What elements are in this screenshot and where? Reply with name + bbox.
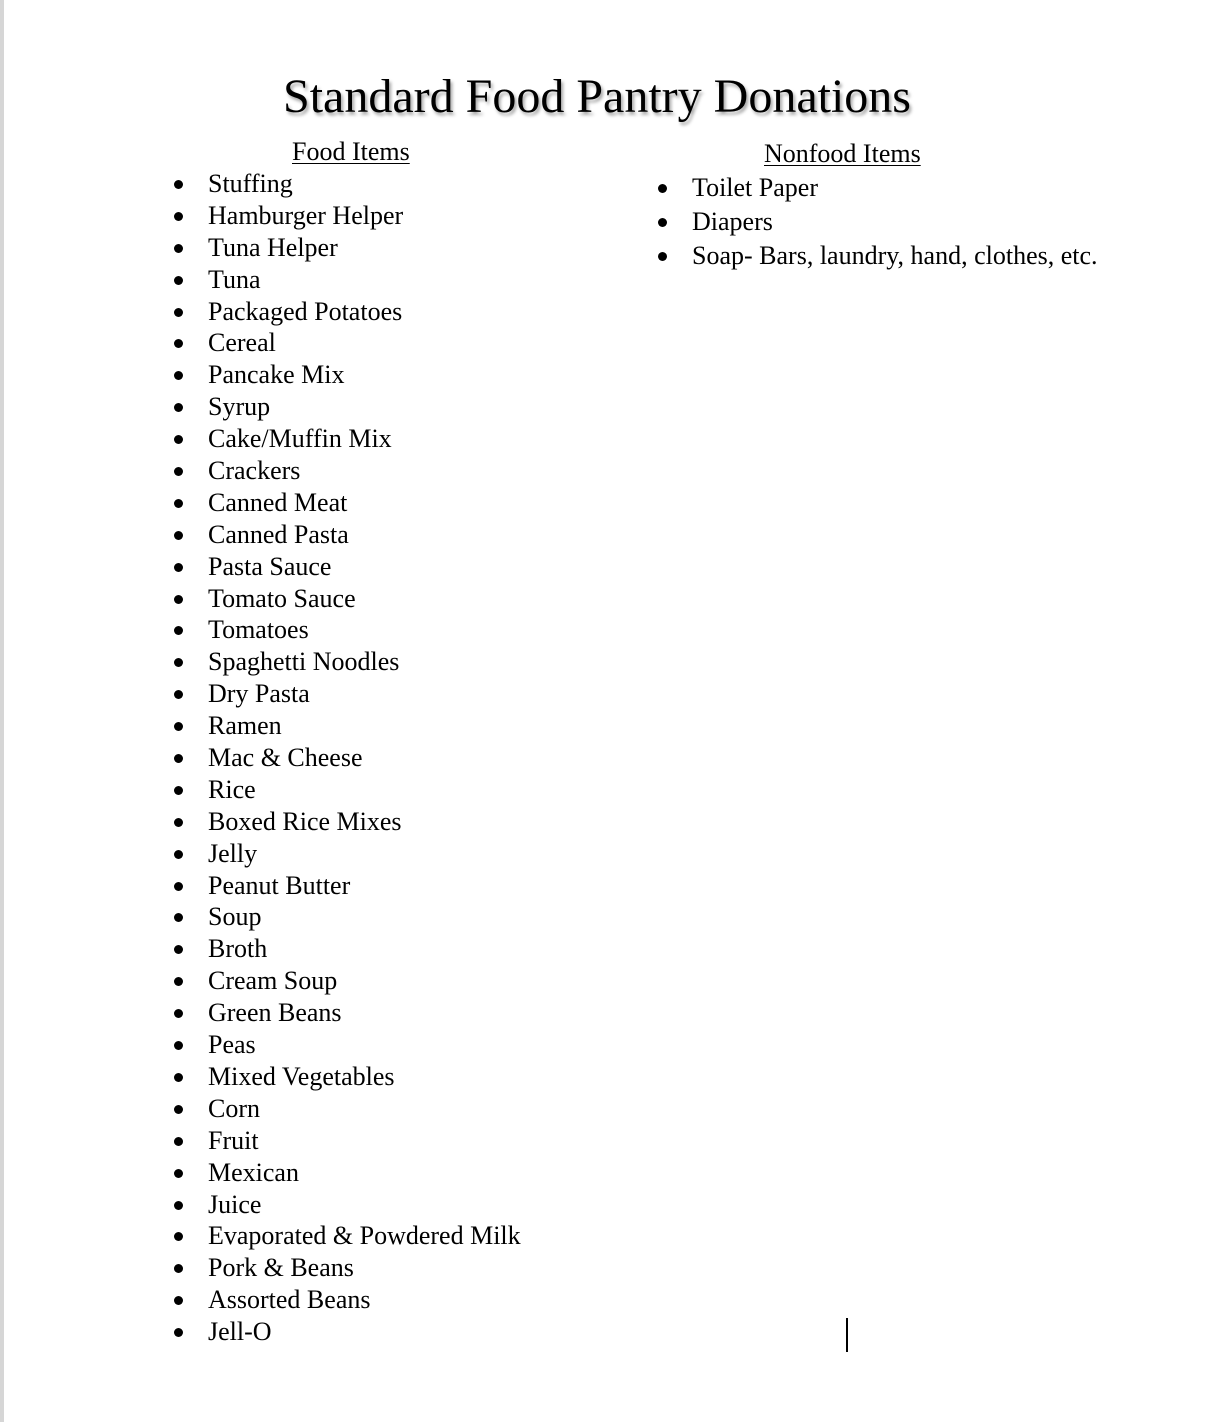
bullet-icon bbox=[174, 339, 183, 348]
bullet-icon bbox=[174, 1201, 183, 1210]
food-item bbox=[208, 933, 608, 965]
food-item-label: Dry Pasta bbox=[208, 679, 310, 709]
food-item-label: Tomato Sauce bbox=[208, 583, 356, 613]
bullet-icon bbox=[174, 786, 183, 795]
food-item-label: Corn bbox=[208, 1093, 260, 1123]
food-item-label: Pork & Beans bbox=[208, 1253, 354, 1283]
food-item bbox=[208, 551, 608, 583]
bullet-icon bbox=[174, 913, 183, 922]
document-title: Standard Food Pantry Donations bbox=[283, 70, 911, 123]
food-item-label: Tuna Helper bbox=[208, 232, 338, 262]
bullet-icon bbox=[174, 1073, 183, 1082]
food-item bbox=[208, 296, 608, 328]
bullet-icon bbox=[174, 1296, 183, 1305]
food-item bbox=[208, 1093, 608, 1125]
food-item-label: Soup bbox=[208, 902, 262, 932]
food-item-label: Canned Pasta bbox=[208, 519, 349, 549]
food-item bbox=[208, 391, 608, 423]
food-item-label: Tuna bbox=[208, 264, 261, 294]
food-item bbox=[208, 1029, 608, 1061]
bullet-icon bbox=[174, 467, 183, 476]
food-item-label: Canned Meat bbox=[208, 487, 348, 517]
food-item bbox=[208, 1125, 608, 1157]
nonfood-items-list bbox=[692, 172, 1098, 274]
food-item bbox=[208, 965, 608, 997]
food-item-label: Broth bbox=[208, 934, 268, 964]
bullet-icon bbox=[658, 252, 667, 261]
food-item bbox=[208, 870, 608, 902]
bullet-icon bbox=[174, 1264, 183, 1273]
food-item-label: Boxed Rice Mixes bbox=[208, 806, 402, 836]
food-item-label: Rice bbox=[208, 774, 256, 804]
food-item bbox=[208, 678, 608, 710]
food-item bbox=[208, 901, 608, 933]
food-item bbox=[208, 200, 608, 232]
food-item-label: Ramen bbox=[208, 711, 282, 741]
bullet-icon bbox=[174, 212, 183, 221]
nonfood-item bbox=[692, 206, 1012, 238]
bullet-icon bbox=[658, 218, 667, 227]
bullet-icon bbox=[174, 308, 183, 317]
food-item bbox=[208, 806, 608, 838]
food-item bbox=[208, 614, 608, 646]
food-item-label: Hamburger Helper bbox=[208, 200, 404, 230]
bullet-icon bbox=[174, 1041, 183, 1050]
food-item bbox=[208, 838, 608, 870]
food-item-label: Pancake Mix bbox=[208, 360, 345, 390]
food-item bbox=[208, 487, 608, 519]
food-item bbox=[208, 1316, 608, 1348]
food-item-label: Green Beans bbox=[208, 998, 342, 1028]
food-item bbox=[208, 774, 608, 806]
food-item bbox=[208, 264, 608, 296]
page-edge bbox=[0, 0, 4, 1422]
food-item-label: Fruit bbox=[208, 1125, 259, 1155]
bullet-icon bbox=[174, 371, 183, 380]
bullet-icon bbox=[174, 244, 183, 253]
food-item-label: Peas bbox=[208, 1030, 256, 1060]
bullet-icon bbox=[174, 563, 183, 572]
nonfood-item bbox=[692, 172, 1012, 204]
bullet-icon bbox=[174, 690, 183, 699]
bullet-icon bbox=[174, 1169, 183, 1178]
food-item bbox=[208, 327, 608, 359]
food-item-label: Cream Soup bbox=[208, 966, 338, 996]
food-items-list bbox=[208, 168, 608, 1348]
food-item bbox=[208, 168, 608, 200]
food-item-label: Packaged Potatoes bbox=[208, 296, 403, 326]
food-item bbox=[208, 232, 608, 264]
food-item-label: Syrup bbox=[208, 392, 271, 422]
bullet-icon bbox=[174, 658, 183, 667]
food-item-label: Stuffing bbox=[208, 169, 293, 198]
food-item-label: Cake/Muffin Mix bbox=[208, 424, 392, 454]
food-item-label: Mexican bbox=[208, 1157, 299, 1187]
food-item bbox=[208, 519, 608, 551]
bullet-icon bbox=[174, 276, 183, 285]
food-item-label: Juice bbox=[208, 1189, 262, 1219]
text-cursor bbox=[846, 1318, 848, 1352]
food-item bbox=[208, 1061, 608, 1093]
bullet-icon bbox=[174, 1137, 183, 1146]
food-item bbox=[208, 1189, 608, 1221]
food-item-label: Crackers bbox=[208, 456, 301, 486]
food-item-label: Assorted Beans bbox=[208, 1285, 371, 1315]
food-item-label: Pasta Sauce bbox=[208, 551, 332, 581]
nonfood-item-label: Soap- Bars, laundry, hand, clothes, etc. bbox=[692, 241, 1098, 270]
bullet-icon bbox=[174, 882, 183, 891]
food-item-label: Mixed Vegetables bbox=[208, 1061, 395, 1091]
food-item-label: Peanut Butter bbox=[208, 870, 351, 900]
food-item-label: Jelly bbox=[208, 838, 258, 868]
bullet-icon bbox=[174, 1105, 183, 1114]
food-item-label: Evaporated & Powdered Milk bbox=[208, 1221, 521, 1251]
bullet-icon bbox=[174, 754, 183, 763]
food-item bbox=[208, 1284, 608, 1316]
food-item bbox=[208, 646, 608, 678]
bullet-icon bbox=[174, 945, 183, 954]
food-item bbox=[208, 742, 608, 774]
nonfood-item-label: Diapers bbox=[692, 207, 773, 236]
nonfood-item-label: Toilet Paper bbox=[692, 173, 818, 202]
bullet-icon bbox=[174, 595, 183, 604]
bullet-icon bbox=[174, 818, 183, 827]
food-item-label: Spaghetti Noodles bbox=[208, 647, 400, 677]
food-item bbox=[208, 710, 608, 742]
bullet-icon bbox=[174, 1009, 183, 1018]
nonfood-item bbox=[692, 240, 1098, 272]
food-item bbox=[208, 1252, 608, 1284]
food-item bbox=[208, 1157, 608, 1189]
nonfood-items-heading: Nonfood Items bbox=[764, 139, 921, 168]
food-item-label: Tomatoes bbox=[208, 615, 309, 645]
food-item bbox=[208, 997, 608, 1029]
food-item-label: Cereal bbox=[208, 328, 276, 358]
bullet-icon bbox=[174, 403, 183, 412]
bullet-icon bbox=[174, 850, 183, 859]
food-item bbox=[208, 423, 608, 455]
bullet-icon bbox=[174, 722, 183, 731]
food-items-heading: Food Items bbox=[292, 137, 410, 166]
bullet-icon bbox=[174, 1328, 183, 1337]
bullet-icon bbox=[174, 180, 183, 189]
food-item bbox=[208, 455, 608, 487]
food-item bbox=[208, 1220, 608, 1252]
bullet-icon bbox=[174, 626, 183, 635]
bullet-icon bbox=[658, 184, 667, 193]
food-item bbox=[208, 583, 608, 615]
food-item-label: Mac & Cheese bbox=[208, 743, 363, 773]
bullet-icon bbox=[174, 977, 183, 986]
food-item bbox=[208, 359, 608, 391]
food-item-label: Jell-O bbox=[208, 1317, 272, 1347]
bullet-icon bbox=[174, 531, 183, 540]
bullet-icon bbox=[174, 435, 183, 444]
bullet-icon bbox=[174, 499, 183, 508]
bullet-icon bbox=[174, 1232, 183, 1241]
